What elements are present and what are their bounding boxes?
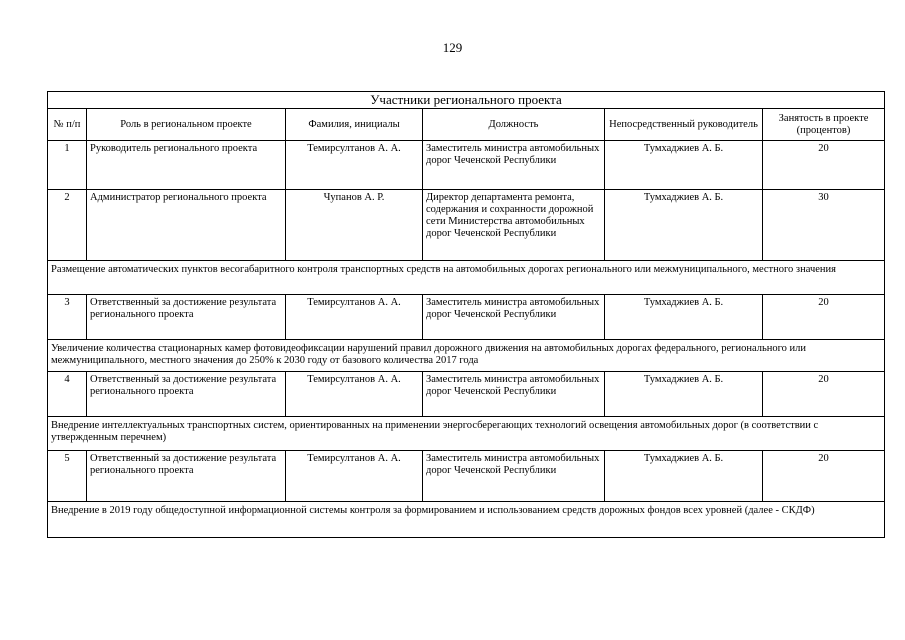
header-role: Роль в региональном проекте <box>87 109 286 141</box>
header-supervisor: Непосредственный руководитель <box>605 109 763 141</box>
section-row <box>48 417 885 451</box>
page-number: 129 <box>442 40 463 55</box>
section-title: Увеличение количества стационарных камер фотовидеофиксации нарушений правил дорожного движения на автомобильных дорогах федерального, регионального или межмуниципального, местного значения до 250% к 2030 году от базового количества 2017 года <box>48 340 885 372</box>
row-role: Ответственный за достижение результата регионального проекта <box>87 451 286 502</box>
row-role: Администратор регионального проекта <box>87 190 286 261</box>
row-name: Чупанов А. Р. <box>286 190 423 261</box>
table-row <box>48 295 885 340</box>
row-supervisor: Тумхаджиев А. Б. <box>605 295 763 340</box>
row-employment: 20 <box>763 372 885 417</box>
row-position: Заместитель министра автомобильных дорог Чеченской Республики <box>423 141 605 190</box>
row-role: Ответственный за достижение результата регионального проекта <box>87 295 286 340</box>
row-name: Темирсултанов А. А. <box>286 372 423 417</box>
table-title: Участники регионального проекта <box>48 92 885 109</box>
header-name: Фамилия, инициалы <box>286 109 423 141</box>
section-row <box>48 502 885 538</box>
table-row <box>48 141 885 190</box>
row-name: Темирсултанов А. А. <box>286 141 423 190</box>
section-row <box>48 340 885 372</box>
row-supervisor: Тумхаджиев А. Б. <box>605 451 763 502</box>
header-position: Должность <box>423 109 605 141</box>
table-title-row <box>48 92 885 109</box>
row-employment: 20 <box>763 451 885 502</box>
table-row <box>48 451 885 502</box>
row-supervisor: Тумхаджиев А. Б. <box>605 141 763 190</box>
row-position: Директор департамента ремонта, содержания и сохранности дорожной сети Министерства автомобильных дорог Чеченской Республики <box>423 190 605 261</box>
row-position: Заместитель министра автомобильных дорог Чеченской Республики <box>423 372 605 417</box>
section-title: Размещение автоматических пунктов весогабаритного контроля транспортных средств на автомобильных дорогах регионального или межмуниципального, местного значения <box>48 261 885 295</box>
section-title: Внедрение в 2019 году общедоступной информационной системы контроля за формированием и использованием средств дорожных фондов всех уровней (далее - СКДФ) <box>48 502 885 538</box>
row-num: 5 <box>48 451 87 502</box>
row-role: Руководитель регионального проекта <box>87 141 286 190</box>
row-employment: 20 <box>763 295 885 340</box>
table-row <box>48 190 885 261</box>
row-employment: 30 <box>763 190 885 261</box>
row-num: 4 <box>48 372 87 417</box>
row-name: Темирсултанов А. А. <box>286 451 423 502</box>
row-num: 1 <box>48 141 87 190</box>
row-name: Темирсултанов А. А. <box>286 295 423 340</box>
participants-table <box>47 91 885 538</box>
table-row <box>48 372 885 417</box>
table-header-row <box>48 109 885 141</box>
header-num: № п/п <box>48 109 87 141</box>
row-position: Заместитель министра автомобильных дорог Чеченской Республики <box>423 451 605 502</box>
row-supervisor: Тумхаджиев А. Б. <box>605 190 763 261</box>
section-row <box>48 261 885 295</box>
row-role: Ответственный за достижение результата регионального проекта <box>87 372 286 417</box>
row-position: Заместитель министра автомобильных дорог Чеченской Республики <box>423 295 605 340</box>
row-employment: 20 <box>763 141 885 190</box>
row-num: 2 <box>48 190 87 261</box>
row-num: 3 <box>48 295 87 340</box>
section-title: Внедрение интеллектуальных транспортных систем, ориентированных на применении энергосберегающих технологий освещения автомобильных дорог (в соответствии с утвержденным перечнем) <box>48 417 885 451</box>
header-employment: Занятость в проекте (процентов) <box>763 109 885 141</box>
row-supervisor: Тумхаджиев А. Б. <box>605 372 763 417</box>
